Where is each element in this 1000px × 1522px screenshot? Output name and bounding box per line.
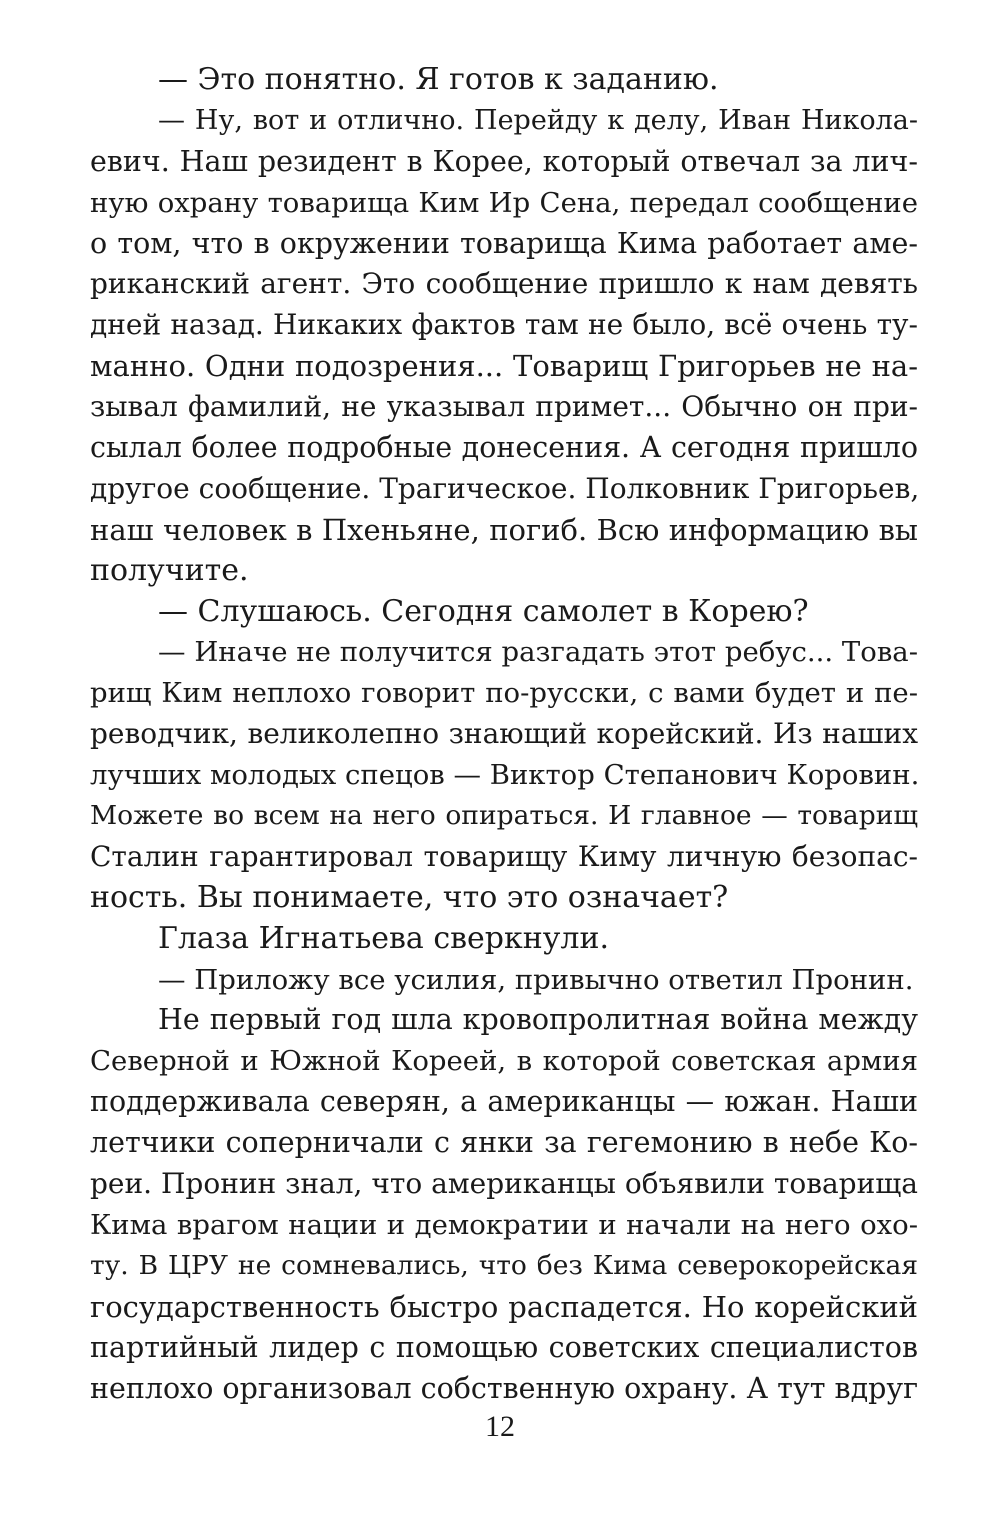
text-line: партийный лидер с помощью советских специалистов	[90, 1330, 918, 1364]
text-line: сылал более подробные донесения. А сегодня пришло	[90, 431, 918, 465]
text-line: ность. Вы понимаете, что это означает?	[90, 879, 729, 915]
text-line: Не первый год шла кровопролитная война между	[158, 1003, 918, 1037]
text-line: получите.	[90, 552, 249, 588]
text-line: ту. В ЦРУ не сомневались, что без Кима северокорейская	[90, 1249, 918, 1281]
text-line: рищ Ким неплохо говорит по-русски, с вами будет и пе-	[90, 677, 918, 710]
text-line: манно. Одни подозрения... Товарищ Григорьев не на-	[90, 349, 918, 384]
page-number: 12	[485, 1410, 515, 1443]
text-line: евич. Наш резидент в Корее, который отвечал за лич-	[90, 144, 918, 178]
text-line: неплохо организовал собственную охрану. А тут вдруг	[90, 1371, 919, 1405]
text-line: ную охрану товарища Ким Ир Сена, передал сообщение	[90, 186, 918, 219]
text-line: риканский агент. Это сообщение пришло к нам девять	[90, 267, 918, 301]
text-line: — Ну, вот и отлично. Перейду к делу, Иван Никола-	[158, 104, 918, 136]
text-line: дней назад. Никаких фактов там не было, всё очень ту-	[90, 308, 918, 342]
text-line: Можете во всем на него опираться. И главное — товарищ	[90, 800, 918, 832]
text-line: — Приложу все усилия, привычно ответил Пронин.	[158, 963, 914, 996]
text-line: реводчик, великолепно знающий корейский. Из наших	[90, 717, 918, 751]
text-line: летчики соперничали с янки за гегемонию в небе Ко-	[90, 1126, 918, 1160]
text-line: Сталин гарантировал товарищу Киму личную безопас-	[90, 839, 918, 873]
text-line: государственность быстро распадется. Но корейский	[90, 1289, 918, 1324]
text-line: наш человек в Пхеньяне, погиб. Всю информацию вы	[90, 512, 918, 547]
text-line: Северной и Южной Кореей, в которой советская армия	[90, 1045, 918, 1078]
text-line: лучших молодых спецов — Виктор Степанович Коровин.	[90, 759, 920, 792]
text-line: Глаза Игнатьева сверкнули.	[158, 920, 609, 956]
text-line: — Иначе не получится разгадать этот ребус... Това-	[158, 636, 918, 669]
text-line: другое сообщение. Трагическое. Полковник Григорьев,	[90, 471, 920, 505]
text-line: — Это понятно. Я готов к заданию.	[158, 62, 719, 97]
text-line: о том, что в окружении товарища Кима работает аме-	[90, 226, 918, 260]
body-text	[90, 60, 918, 1409]
text-line: — Слушаюсь. Сегодня самолет в Корею?	[158, 593, 809, 629]
text-line: поддерживала северян, а американцы — южан. Наши	[90, 1085, 918, 1119]
text-line: зывал фамилий, не указывал примет... Обычно он при-	[90, 390, 918, 424]
text-line: Кима врагом нации и демократии и начали на него охо-	[90, 1208, 918, 1241]
text-line: реи. Пронин знал, что американцы объявили товарища	[90, 1167, 918, 1201]
